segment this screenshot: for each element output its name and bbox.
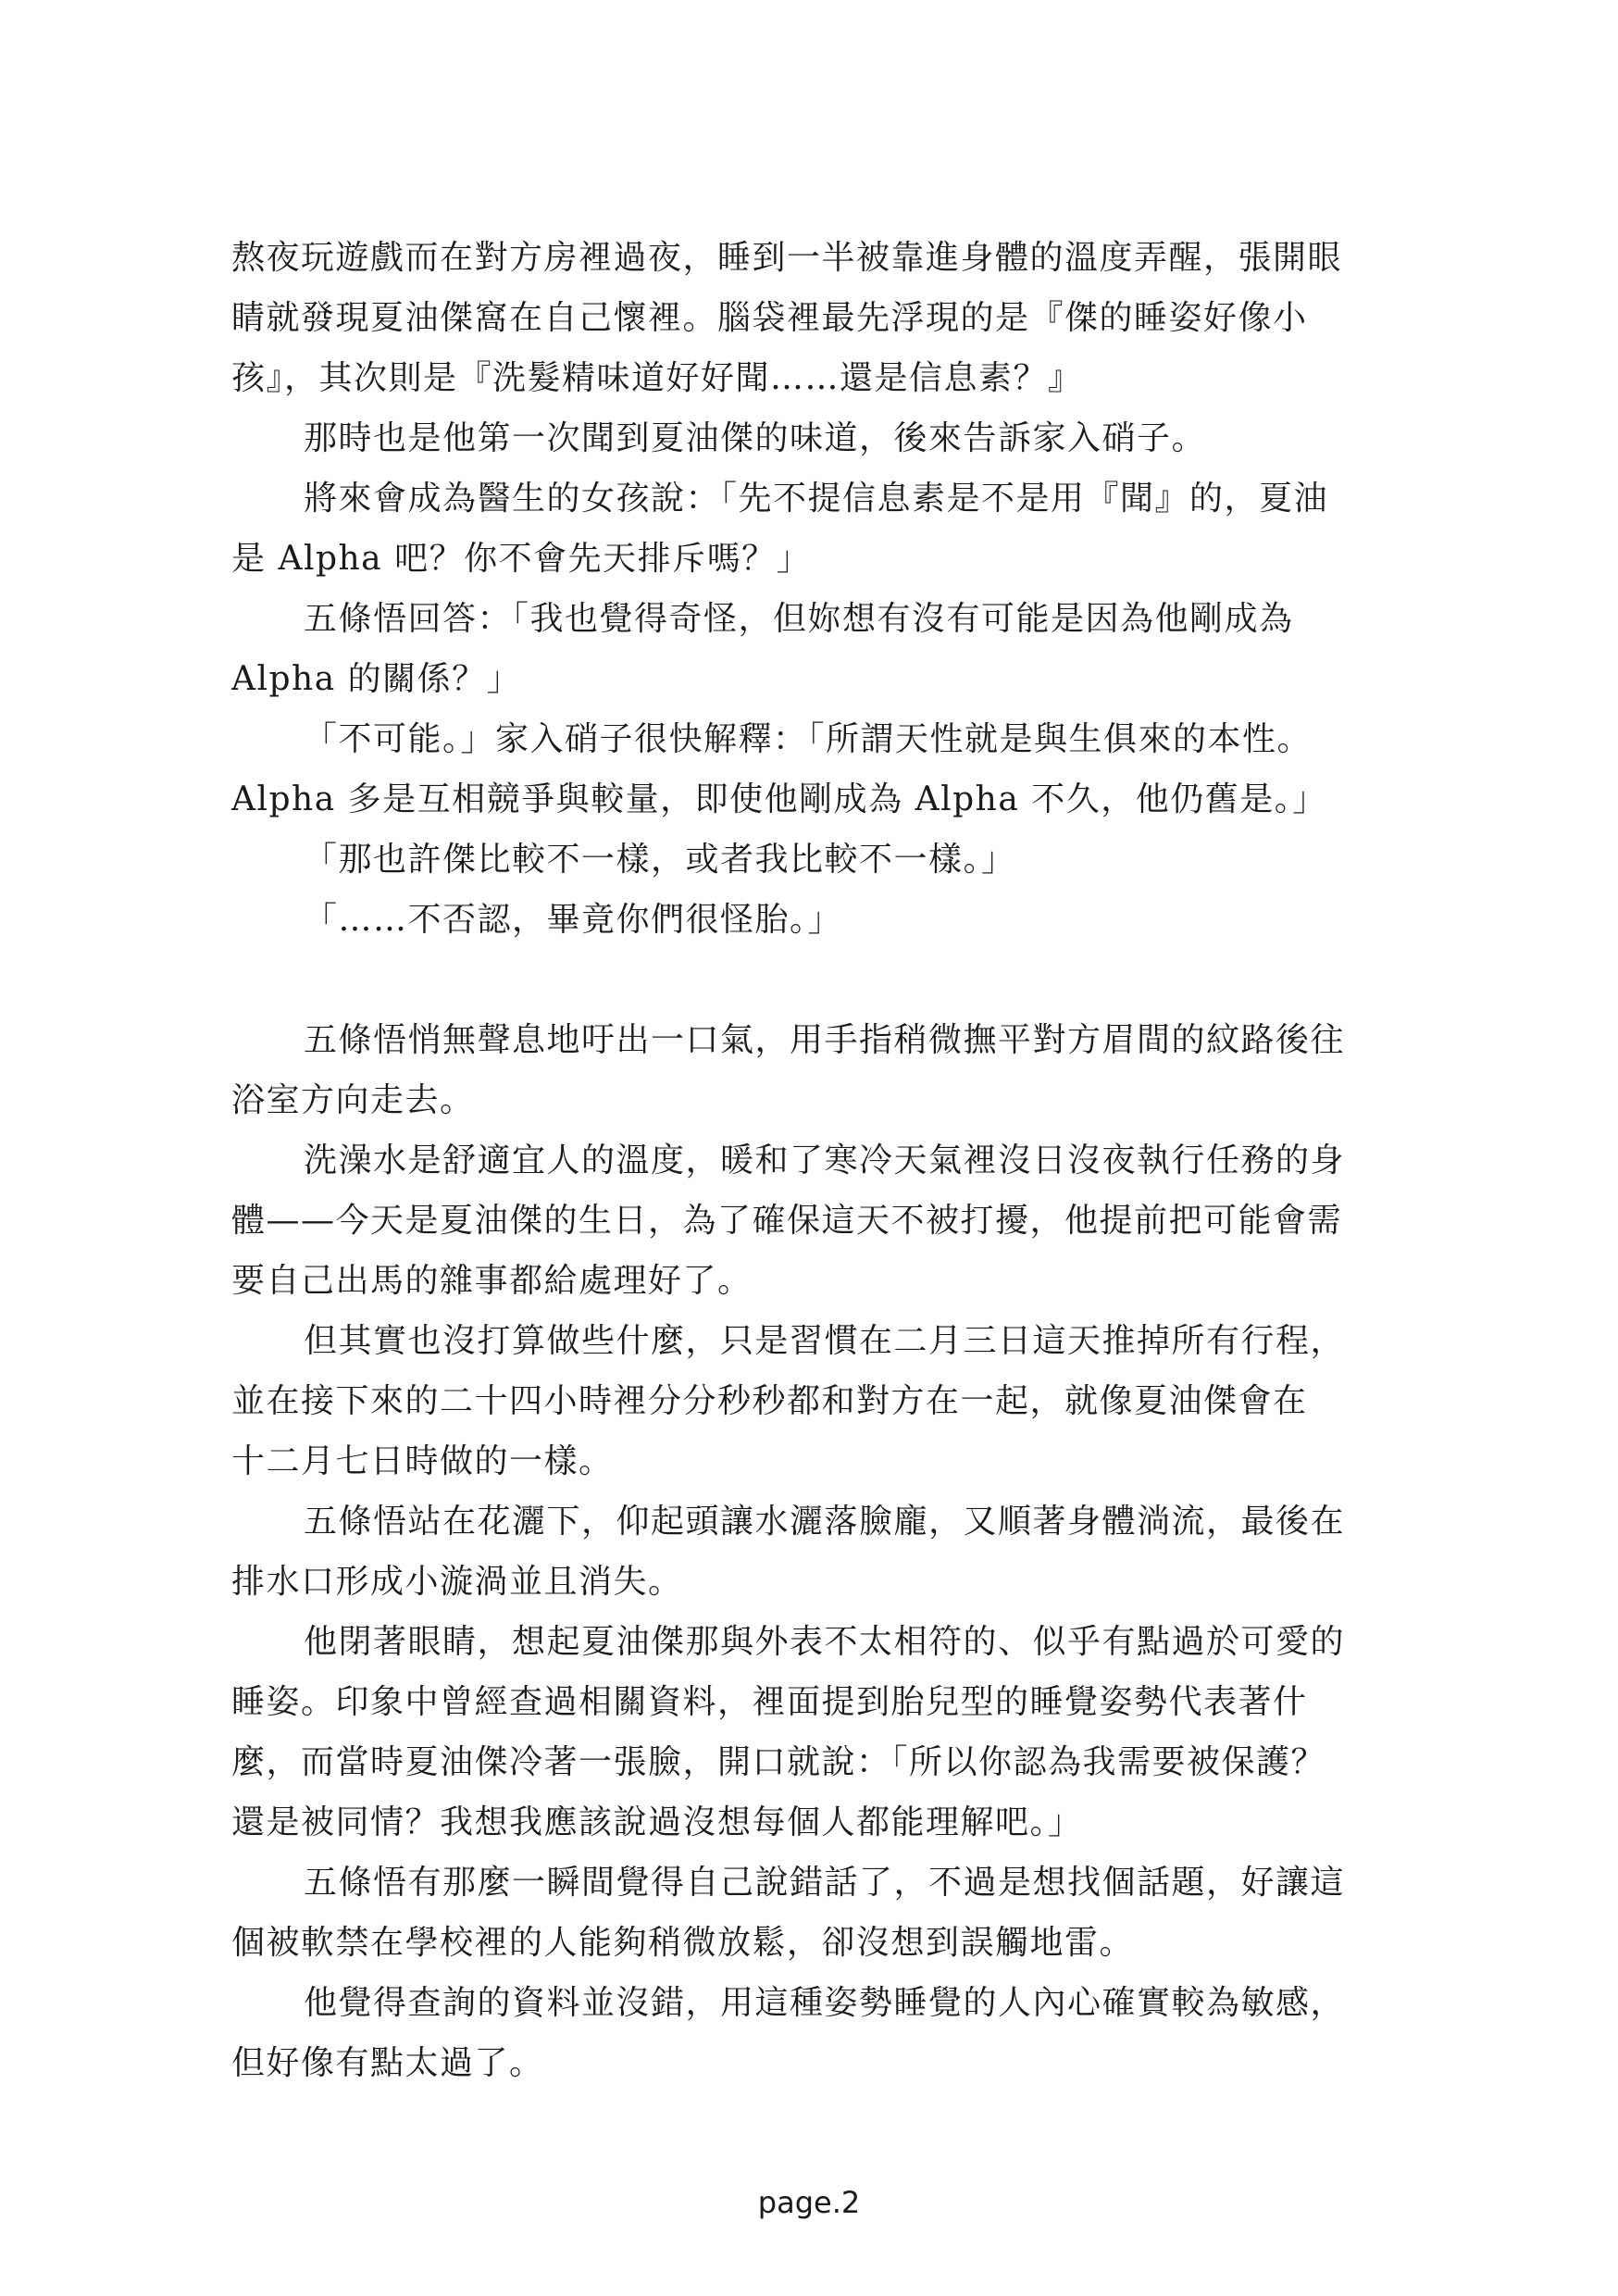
text-line: 五條悟有那麼一瞬間覺得自己說錯話了，不過是想找個話題，好讓這: [304, 1864, 1346, 1902]
text-line: 洗澡水是舒適宜人的溫度，暖和了寒冷天氣裡沒日沒夜執行任務的身: [304, 1142, 1346, 1179]
text-line: 麼，而當時夏油傑冷著一張臉，開口就說：「所以你認為我需要被保護？: [231, 1743, 1326, 1781]
text-line: 五條悟悄無聲息地吁出一口氣，用手指稍微撫平對方眉間的紋路後往: [304, 1021, 1346, 1059]
text-line: 「不可能。」家入硝子很快解釋：「所謂天性就是與生俱來的本性。: [304, 720, 1313, 758]
text-line: 他閉著眼睛，想起夏油傑那與外表不太相符的、似乎有點過於可愛的: [304, 1623, 1346, 1661]
text-line: 並在接下來的二十四小時裡分分秒秒都和對方在一起，就像夏油傑會在: [231, 1382, 1308, 1420]
text-line: 要自己出馬的雜事都給處理好了。: [231, 1262, 753, 1300]
text-line: 他覺得查詢的資料並沒錯，用這種姿勢睡覺的人內心確實較為敏感，: [304, 1984, 1346, 2022]
text-line: 五條悟回答：「我也覺得奇怪，但妳想有沒有可能是因為他剛成為: [304, 600, 1294, 638]
text-line: 熬夜玩遊戲而在對方房裡過夜，睡到一半被靠進身體的溫度弄醒，張開眼: [231, 239, 1343, 277]
text-line: 「那也許傑比較不一樣，或者我比較不一樣。」: [304, 841, 1016, 879]
text-line: 體——今天是夏油傑的生日，為了確保這天不被打擾，他提前把可能會需: [231, 1202, 1343, 1240]
body-text: [231, 228, 1409, 2093]
page-number: page.2: [757, 2185, 861, 2220]
text-line: 將來會成為醫生的女孩說：「先不提信息素是不是用『聞』的，夏油: [304, 480, 1329, 518]
text-line: 睡姿。印象中曾經查過相關資料，裡面提到胎兒型的睡覺姿勢代表著什: [231, 1683, 1308, 1721]
text-line: 「……不否認，畢竟你們很怪胎。」: [304, 901, 843, 939]
text-line: 排水口形成小漩渦並且消失。: [231, 1563, 683, 1601]
text-line: Alpha 的關係？」: [231, 660, 522, 698]
scene-break: [231, 950, 1409, 1010]
text-line: 睛就發現夏油傑窩在自己懷裡。腦袋裡最先浮現的是『傑的睡姿好像小: [231, 299, 1308, 337]
text-line: 是 Alpha 吧？你不會先天排斥嗎？」: [231, 540, 812, 578]
text-line: 但其實也沒打算做些什麼，只是習慣在二月三日這天推掉所有行程，: [304, 1322, 1346, 1360]
text-line: 還是被同情？我想我應該說過沒想每個人都能理解吧。」: [231, 1803, 1083, 1841]
text-line: Alpha 多是互相競爭與較量，即使他剛成為 Alpha 不久，他仍舊是。」: [231, 780, 1327, 818]
text-line: 五條悟站在花灑下，仰起頭讓水灑落臉龐，又順著身體淌流，最後在: [304, 1503, 1346, 1541]
text-line: 孩』，其次則是『洗髮精味道好好聞……還是信息素？』: [231, 359, 1083, 397]
text-line: 浴室方向走去。: [231, 1081, 475, 1119]
text-line: 十二月七日時做的一樣。: [231, 1442, 614, 1480]
text-line: 個被軟禁在學校裡的人能夠稍微放鬆，卻沒想到誤觸地雷。: [231, 1924, 1135, 1962]
text-line: 但好像有點太過了。: [231, 2044, 544, 2082]
text-line: 那時也是他第一次聞到夏油傑的味道，後來告訴家入硝子。: [304, 419, 1207, 457]
